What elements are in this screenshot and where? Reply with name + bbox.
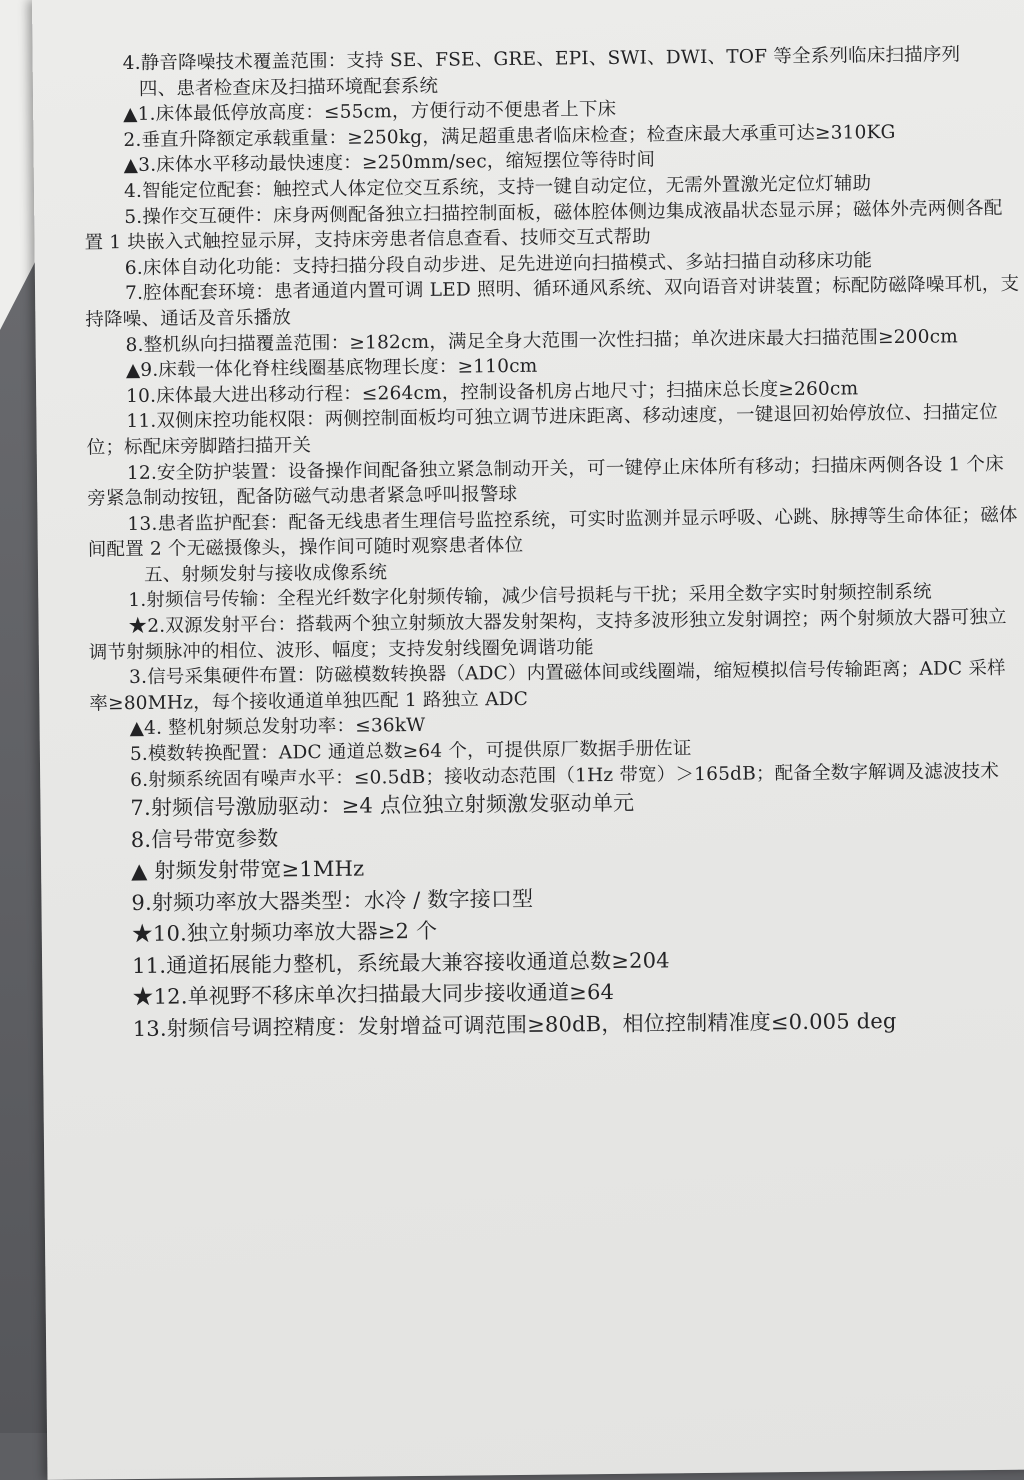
document-paragraph: ★10.独立射频功率放大器≥2 个 bbox=[131, 919, 438, 947]
document-section-top bbox=[83, 42, 1024, 794]
document-paragraph: 4.静音降噪技术覆盖范围：支持 SE、FSE、GRE、EPI、SWI、DWI、TOF 等全系列临床扫描序列 bbox=[122, 44, 961, 75]
document-paragraph: 6.射频系统固有噪声水平：≤0.5dB；接收动态范围（1Hz 带宽）＞165dB；配备全数字解调及滤波技术 bbox=[130, 760, 1000, 791]
document-paragraph: ▲9.床载一体化脊柱线圈基底物理长度：≥110cm bbox=[125, 355, 538, 382]
document-paragraph: 五、射频发射与接收成像系统 bbox=[143, 562, 388, 586]
document-paragraph: 1.射频信号传输：全程光纤数字化射频传输，减少信号损耗与干扰；采用全数字实时射频控制系统 bbox=[128, 582, 932, 612]
document-paragraph: 4.智能定位配套：触控式人体定位交互系统，支持一键自动定位，无需外置激光定位灯辅助 bbox=[123, 173, 872, 203]
document-paragraph: 8.信号带宽参数 bbox=[130, 826, 279, 852]
document-page bbox=[32, 0, 1024, 1480]
document-paragraph: ★12.单视野不移床单次扫描最大同步接收通道≥64 bbox=[132, 980, 615, 1010]
document-paragraph: 11.双侧床控功能权限：两侧控制面板均可独立调节进床距离、移动速度，一键退回初始停放位、扫描定位位；标配床旁脚踏扫描开关 bbox=[86, 402, 999, 459]
document-paragraph: 8.整机纵向扫描覆盖范围：≥182cm，满足全身大范围一次性扫描；单次进床最大扫描范围≥200cm bbox=[125, 325, 959, 356]
document-paragraph: 5.操作交互硬件：床身两侧配备独立扫描控制面板，磁体腔体侧边集成液晶状态显示屏；磁体外壳两侧各配置 1 块嵌入式触控显示屏，支持床旁患者信息查看、技师交互式帮助 bbox=[84, 197, 1003, 254]
document-paragraph: ▲4. 整机射频总发射功率：≤36kW bbox=[129, 715, 426, 740]
document-paragraph: 11.通道拓展能力整机，系统最大兼容接收通道总数≥204 bbox=[131, 948, 670, 978]
document-text bbox=[83, 42, 1024, 1046]
document-paragraph: 10.床体最大进出移动行程：≤264cm，控制设备机房占地尺寸；扫描床总长度≥260cm bbox=[126, 378, 859, 407]
document-paragraph: 5.模数转换配置：ADC 通道总数≥64 个，可提供原厂数据手册佐证 bbox=[129, 738, 692, 766]
document-paragraph: ▲ 射频发射带宽≥1MHz bbox=[131, 856, 365, 884]
document-paragraph: 2.垂直升降额定承载重量：≥250kg，满足超重患者临床检查；检查床最大承重可达≥310KG bbox=[123, 121, 896, 151]
document-paragraph: 7.腔体配套环境：患者通道内置可调 LED 照明、循环通风系统、双向语音对讲装置；标配防磁降噪耳机，支持降噪、通话及音乐播放 bbox=[85, 274, 1020, 331]
document-paragraph: 7.射频信号激励驱动：≥4 点位独立射频激发驱动单元 bbox=[130, 790, 635, 821]
document-paragraph: ▲3.床体水平移动最快速度：≥250mm/sec，缩短摆位等待时间 bbox=[123, 149, 656, 177]
document-paragraph: 四、患者检查床及扫描环境配套系统 bbox=[138, 75, 439, 100]
document-paragraph: 9.射频功率放大器类型：水冷 / 数字接口型 bbox=[131, 886, 534, 915]
document-paragraph: 6.床体自动化功能：支持扫描分段自动步进、足先进逆向扫描模式、多站扫描自动移床功能 bbox=[124, 249, 873, 279]
document-section-bottom bbox=[90, 784, 1024, 1046]
document-paragraph: ★2.双源发射平台：搭载两个独立射频放大器发射架构，支持多波形独立发射调控；两个射频放大器可独立调节射频脉冲的相位、波形、幅度；支持发射线圈免调谐功能 bbox=[88, 606, 1007, 664]
document-paragraph: ▲1.床体最低停放高度：≤55cm，方便行动不便患者上下床 bbox=[123, 99, 617, 126]
document-paragraph: 13.射频信号调控精度：发射增益可调范围≥80dB，相位控制精准度≤0.005 deg bbox=[132, 1008, 897, 1041]
document-paragraph: 13.患者监护配套：配备无线患者生理信号监控系统，可实时监测并显示呼吸、心跳、脉搏等生命体征；磁体间配置 2 个无磁摄像头，操作间可随时观察患者体位 bbox=[87, 504, 1018, 561]
document-paragraph: 12.安全防护装置：设备操作间配备独立紧急制动开关，可一键停止床体所有移动；扫描床两侧各设 1 个床旁紧急制动按钮，配备防磁气动患者紧急呼叫报警球 bbox=[87, 453, 1004, 510]
document-paragraph: 3.信号采集硬件布置：防磁模数转换器（ADC）内置磁体间或线圈端，缩短模拟信号传输距离；ADC 采样率≥80MHz，每个接收通道单独匹配 1 路独立 ADC bbox=[89, 658, 1006, 715]
